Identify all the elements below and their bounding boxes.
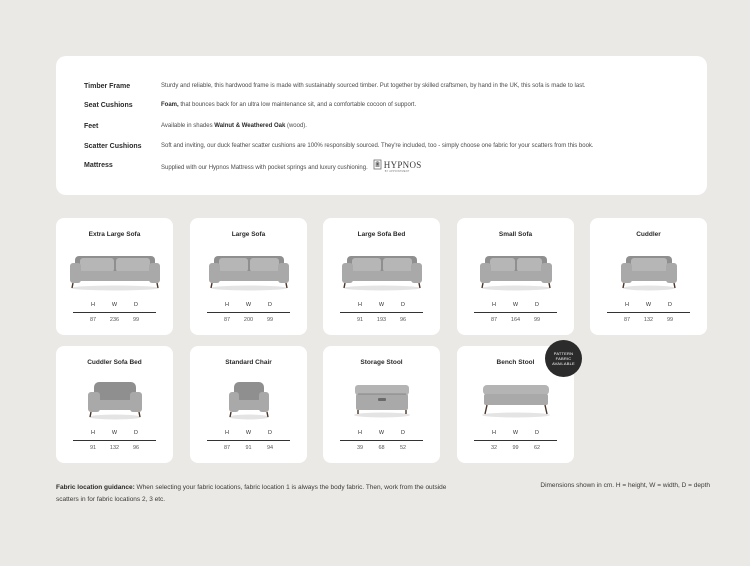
product-name: Large Sofa: [231, 231, 266, 238]
dimension-header: W: [245, 430, 252, 436]
spec-label: Feet: [84, 123, 99, 130]
dimension-header: W: [111, 302, 118, 308]
dimension-width: 132: [109, 445, 120, 451]
product-image: [457, 244, 574, 296]
dimension-header: W: [245, 302, 252, 308]
dimension-header: D: [401, 430, 405, 436]
dimension-divider: [73, 440, 156, 441]
dimension-header: H: [358, 430, 362, 436]
product-card: [56, 346, 173, 463]
dimension-width: 99: [512, 445, 519, 451]
product-image: [190, 372, 307, 424]
product-name: Standard Chair: [225, 359, 272, 366]
dimension-values: [340, 317, 423, 323]
dimension-values: [207, 445, 290, 451]
badge-line: AVAILABLE: [552, 361, 575, 366]
dimension-divider: [340, 440, 423, 441]
hypnos-emblem-icon: [373, 159, 382, 170]
dimension-depth: 52: [399, 445, 407, 451]
product-name: Cuddler Sofa Bed: [87, 359, 142, 366]
dimension-headers: [73, 302, 156, 308]
dimensions-table: [73, 302, 156, 323]
dimensions-table: [607, 302, 690, 323]
dimension-depth: 96: [132, 445, 140, 451]
dimension-divider: [207, 312, 290, 313]
dimension-header: H: [358, 302, 362, 308]
dimension-divider: [607, 312, 690, 313]
dimension-header: D: [134, 430, 138, 436]
dimension-divider: [73, 312, 156, 313]
spec-text-rest: (wood).: [285, 123, 307, 129]
dimension-values: [340, 445, 423, 451]
dimension-headers: [340, 302, 423, 308]
dimension-height: 87: [223, 317, 231, 323]
dimension-values: [474, 445, 557, 451]
dimension-depth: 99: [666, 317, 674, 323]
product-card: [190, 218, 307, 335]
hypnos-subline: BY APPOINTMENT: [384, 170, 410, 173]
spec-bold: Walnut & Weathered Oak: [214, 123, 286, 129]
spec-row-seat-cushions: [56, 102, 707, 116]
dimension-height: 87: [490, 317, 498, 323]
dimension-width: 193: [376, 317, 387, 323]
dimensions-table: [474, 430, 557, 451]
guidance-heading: Fabric location guidance:: [56, 484, 135, 491]
dimension-width: 200: [243, 317, 254, 323]
product-card: [56, 218, 173, 335]
product-name: Storage Stool: [360, 359, 403, 366]
dimensions-table: [207, 430, 290, 451]
dimension-headers: [607, 302, 690, 308]
dimension-header: W: [378, 302, 385, 308]
dimensions-note: Dimensions shown in cm. H = height, W = width, D = depth: [540, 482, 710, 489]
dimension-depth: 62: [533, 445, 541, 451]
dimension-depth: 94: [266, 445, 274, 451]
dimension-headers: [207, 302, 290, 308]
product-image: [56, 244, 173, 296]
dimensions-table: [340, 302, 423, 323]
dimension-height: 91: [89, 445, 97, 451]
dimension-height: 39: [356, 445, 364, 451]
product-name: Large Sofa Bed: [357, 231, 406, 238]
dimension-header: H: [91, 430, 95, 436]
dimension-header: H: [225, 430, 229, 436]
specifications-card: [56, 56, 707, 195]
product-image: [323, 372, 440, 424]
hypnos-logo: [373, 159, 422, 173]
product-name: Bench Stool: [496, 359, 535, 366]
product-card: [457, 218, 574, 335]
dimension-header: H: [625, 302, 629, 308]
dimension-header: D: [401, 302, 405, 308]
dimension-header: H: [492, 302, 496, 308]
dimensions-table: [207, 302, 290, 323]
dimension-header: D: [268, 302, 272, 308]
dimension-header: W: [645, 302, 652, 308]
dimension-headers: [474, 302, 557, 308]
dimension-header: W: [512, 302, 519, 308]
spec-text: [161, 102, 416, 108]
dimension-values: [73, 317, 156, 323]
dimension-header: H: [91, 302, 95, 308]
spec-row-timber-frame: [56, 83, 707, 97]
spec-label: Mattress: [84, 162, 113, 169]
dimension-depth: 96: [399, 317, 407, 323]
spec-text-body: Supplied with our Hypnos Mattress with pocket springs and luxury cushioning.: [161, 165, 368, 172]
spec-text: [161, 159, 422, 173]
dimension-values: [207, 317, 290, 323]
dimension-headers: [474, 430, 557, 436]
dimension-header: W: [378, 430, 385, 436]
dimension-divider: [207, 440, 290, 441]
spec-text: Sturdy and reliable, this hardwood frame is made with sustainably sourced timber. Put together by skilled craftsmen, by hand in the UK, this sofa is made to last.: [161, 83, 586, 89]
fabric-location-guidance: [56, 482, 456, 506]
product-name: Small Sofa: [498, 231, 533, 238]
dimension-depth: 99: [266, 317, 274, 323]
spec-text: [161, 123, 307, 129]
dimension-header: D: [535, 430, 539, 436]
product-name: Extra Large Sofa: [88, 231, 141, 238]
dimension-header: W: [512, 430, 519, 436]
product-card: [590, 218, 707, 335]
dimension-headers: [73, 430, 156, 436]
dimensions-table: [474, 302, 557, 323]
dimension-width: 91: [245, 445, 252, 451]
spec-bold: Foam,: [161, 102, 179, 108]
product-image: [323, 244, 440, 296]
dimension-header: D: [668, 302, 672, 308]
dimension-values: [474, 317, 557, 323]
pattern-fabric-badge: [545, 340, 582, 377]
product-image: [457, 372, 574, 424]
dimension-depth: 99: [132, 317, 140, 323]
dimension-header: D: [134, 302, 138, 308]
product-card: [323, 218, 440, 335]
product-card: [323, 346, 440, 463]
spec-row-feet: [56, 123, 707, 137]
dimension-values: [73, 445, 156, 451]
hypnos-wordmark: HYPNOS: [383, 159, 422, 170]
dimension-height: 87: [223, 445, 231, 451]
spec-row-mattress: [56, 159, 707, 176]
badge-line: PATTERN: [553, 351, 574, 356]
product-card: [190, 346, 307, 463]
dimension-headers: [207, 430, 290, 436]
spec-label: Seat Cushions: [84, 102, 133, 109]
dimension-header: D: [268, 430, 272, 436]
dimensions-table: [73, 430, 156, 451]
dimension-header: H: [225, 302, 229, 308]
dimension-width: 68: [378, 445, 385, 451]
dimension-width: 164: [510, 317, 521, 323]
spec-row-scatter-cushions: [56, 143, 707, 157]
dimension-header: W: [111, 430, 118, 436]
dimension-values: [607, 317, 690, 323]
spec-text-rest: that bounces back for an ultra low maintenance sit, and a comfortable cocoon of support.: [178, 102, 417, 108]
dimension-height: 32: [490, 445, 498, 451]
spec-text: Soft and inviting, our duck feather scatter cushions are 100% responsibly sourced. They're included, too - simply choose one fabric for your scatters from this book.: [161, 143, 594, 149]
dimension-height: 87: [89, 317, 97, 323]
dimension-width: 236: [109, 317, 120, 323]
dimension-header: D: [535, 302, 539, 308]
spec-text-lead: Available in shades: [161, 123, 215, 129]
dimensions-table: [340, 430, 423, 451]
product-image: [590, 244, 707, 296]
badge-line: FABRIC: [555, 356, 572, 361]
dimension-headers: [340, 430, 423, 436]
dimension-height: 91: [356, 317, 364, 323]
product-name: Cuddler: [636, 231, 661, 238]
dimension-header: H: [492, 430, 496, 436]
dimension-divider: [340, 312, 423, 313]
dimension-divider: [474, 440, 557, 441]
product-image: [190, 244, 307, 296]
product-image: [56, 372, 173, 424]
dimension-depth: 99: [533, 317, 541, 323]
dimension-width: 132: [643, 317, 654, 323]
dimension-height: 87: [623, 317, 631, 323]
spec-label: Timber Frame: [84, 83, 131, 90]
dimension-divider: [474, 312, 557, 313]
guidance-text: When selecting your fabric locations, fabric location 1 is always the body fabric. Then, work from the outside scatters in for fabric locations 2, 3 etc.: [56, 484, 447, 503]
spec-label: Scatter Cushions: [84, 143, 142, 150]
